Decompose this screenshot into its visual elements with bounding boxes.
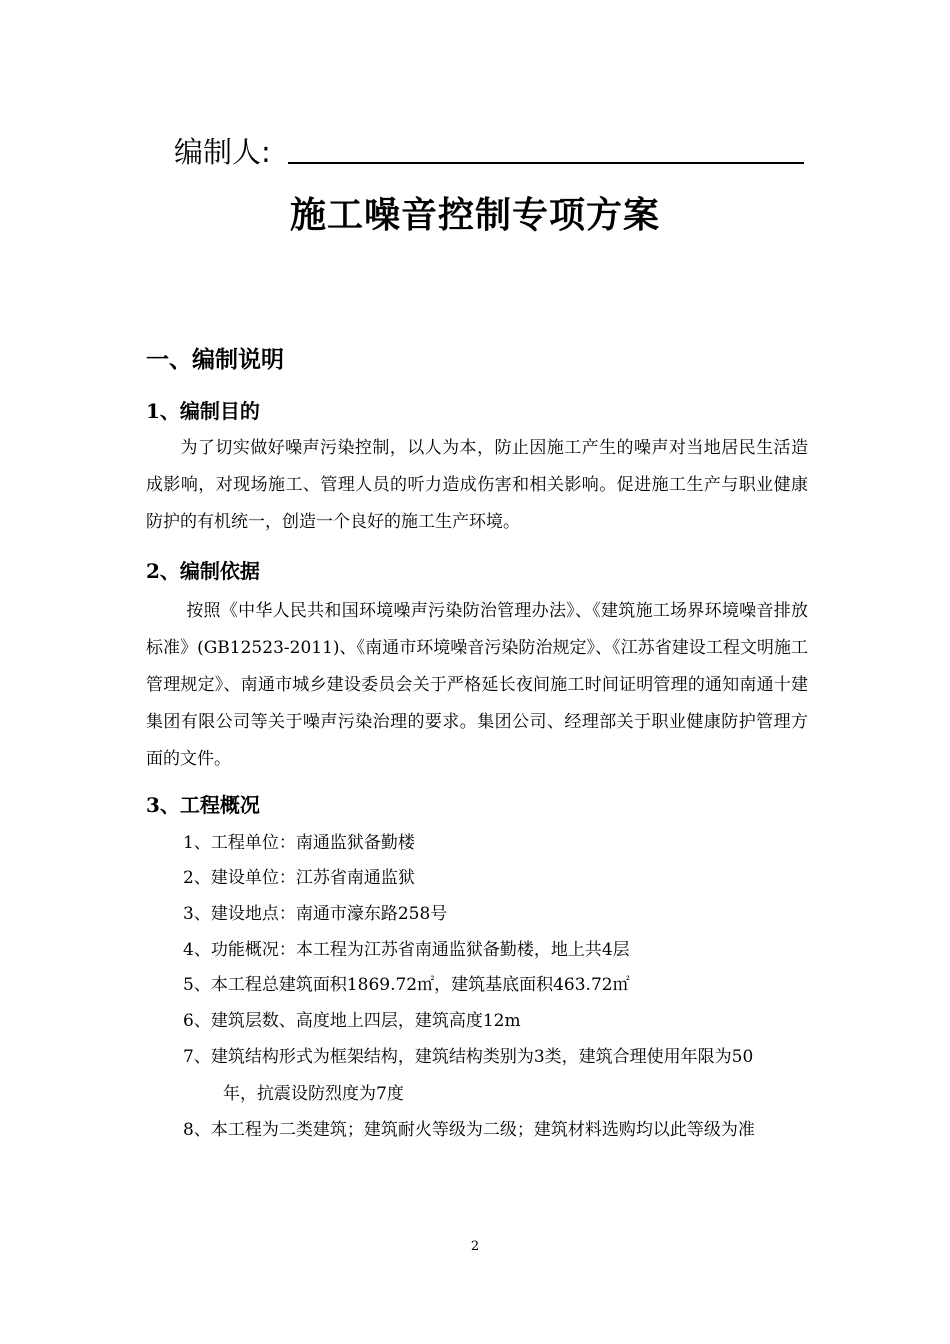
overview-item: 1、工程单位：南通监狱备勤楼 (183, 833, 415, 853)
overview-item-7-line1: 7、建筑结构形式为框架结构，建筑结构类别为3类，建筑合理使用年限为50 (183, 1047, 754, 1067)
paragraph-basis (146, 593, 808, 778)
overview-item: 4、功能概况：本工程为江苏省南通监狱备勤楼，地上共4层 (183, 940, 630, 960)
overview-item: 2、建设单位：江苏省南通监狱 (183, 868, 415, 888)
overview-item: 6、建筑层数、高度地上四层，建筑高度12m (183, 1011, 521, 1031)
overview-item-7-line2: 年，抗震设防烈度为7度 (223, 1084, 404, 1104)
subheading-overview: 3、工程概况 (146, 793, 260, 817)
editor-field (174, 132, 814, 172)
subheading-purpose: 1、编制目的 (146, 399, 260, 423)
document-title: 施工噪音控制专项方案 (289, 194, 660, 236)
subheading-basis: 2、编制依据 (146, 559, 260, 583)
section-heading-compilation: 一、编制说明 (146, 346, 284, 373)
overview-item: 3、建设地点：南通市濠东路258号 (183, 904, 448, 924)
paragraph-basis-text: 按照《中华人民共和国环境噪声污染防治管理办法》、《建筑施工场界环境噪音排放标准》(GB12523-2011)、《南通市环境噪音污染防治规定》、《江苏省建设工程文明施工管理规定》、南通市城乡建设委员会关于严格延长夜间施工时间证明管理的通知南通十建集团有限公司等关于噪声污染治理的要求。集团公司、经理部关于职业健康防护管理方面的文件。 (146, 601, 808, 769)
editor-label: 编制人: (174, 135, 271, 169)
overview-item: 5、本工程总建筑面积1869.72㎡，建筑基底面积463.72㎡ (183, 975, 630, 995)
editor-underline (288, 162, 804, 164)
paragraph-purpose-text: 为了切实做好噪声污染控制，以人为本，防止因施工产生的噪声对当地居民生活造成影响，对现场施工、管理人员的听力造成伤害和相关影响。促进施工生产与职业健康防护的有机统一，创造一个良好的施工生产环境。 (146, 438, 808, 532)
paragraph-purpose (146, 430, 808, 541)
overview-item-8: 8、本工程为二类建筑；建筑耐火等级为二级；建筑材料选购均以此等级为准 (183, 1120, 755, 1140)
overview-item-7 (183, 1039, 808, 1113)
page-number: 2 (470, 1239, 480, 1254)
